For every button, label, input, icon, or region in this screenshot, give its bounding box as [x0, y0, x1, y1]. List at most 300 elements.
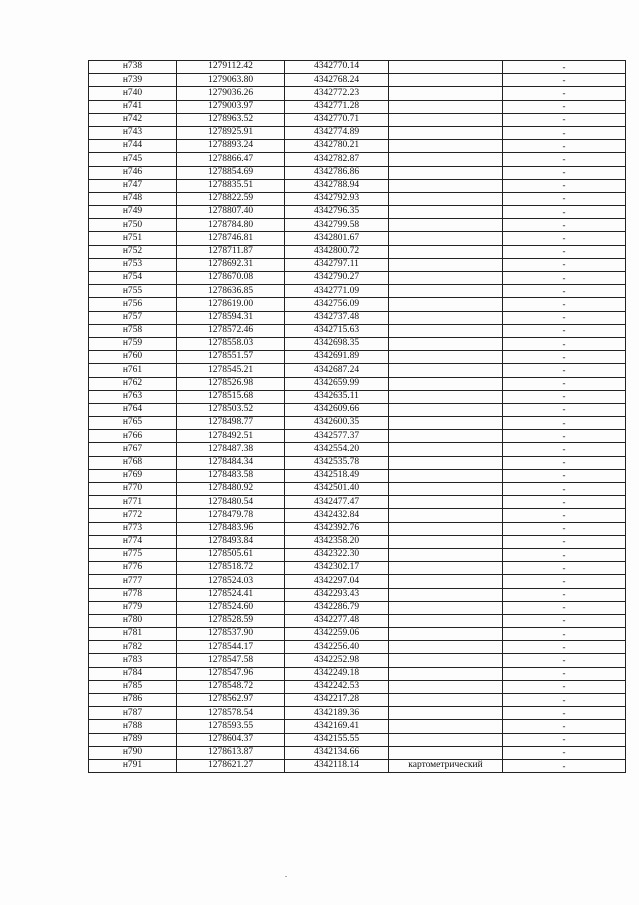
table-row — [89, 535, 626, 548]
method-cell — [389, 680, 503, 693]
note-cell: - — [503, 680, 626, 693]
y-coordinate-cell: 4342774.89 — [285, 126, 389, 139]
y-coordinate-cell: 4342768.24 — [285, 74, 389, 87]
note-cell: - — [503, 87, 626, 100]
note-cell: - — [503, 245, 626, 258]
point-name-cell: н766 — [89, 430, 177, 443]
x-coordinate-cell: 1278483.58 — [177, 469, 285, 482]
point-name-cell: н786 — [89, 694, 177, 707]
point-name-cell: н774 — [89, 535, 177, 548]
table-row — [89, 417, 626, 430]
point-name-cell: н784 — [89, 667, 177, 680]
scan-speck — [285, 876, 287, 877]
note-cell: - — [503, 614, 626, 627]
y-coordinate-cell: 4342687.24 — [285, 364, 389, 377]
method-cell — [389, 601, 503, 614]
method-cell — [389, 562, 503, 575]
y-coordinate-cell: 4342134.66 — [285, 746, 389, 759]
x-coordinate-cell: 1278528.59 — [177, 614, 285, 627]
method-cell — [389, 272, 503, 285]
y-coordinate-cell: 4342293.43 — [285, 588, 389, 601]
x-coordinate-cell: 1278613.87 — [177, 746, 285, 759]
note-cell: - — [503, 140, 626, 153]
point-name-cell: н778 — [89, 588, 177, 601]
method-cell — [389, 206, 503, 219]
table-row — [89, 496, 626, 509]
method-cell — [389, 140, 503, 153]
note-cell: - — [503, 654, 626, 667]
x-coordinate-cell: 1278925.91 — [177, 126, 285, 139]
note-cell: - — [503, 430, 626, 443]
y-coordinate-cell: 4342737.48 — [285, 311, 389, 324]
x-coordinate-cell: 1278578.54 — [177, 707, 285, 720]
method-cell — [389, 443, 503, 456]
table-row — [89, 733, 626, 746]
note-cell: - — [503, 74, 626, 87]
y-coordinate-cell: 4342259.06 — [285, 628, 389, 641]
point-name-cell: н743 — [89, 126, 177, 139]
method-cell — [389, 483, 503, 496]
method-cell — [389, 496, 503, 509]
x-coordinate-cell: 1278893.24 — [177, 140, 285, 153]
y-coordinate-cell: 4342715.63 — [285, 324, 389, 337]
x-coordinate-cell: 1278515.68 — [177, 390, 285, 403]
note-cell: - — [503, 390, 626, 403]
note-cell: - — [503, 61, 626, 74]
y-coordinate-cell: 4342242.53 — [285, 680, 389, 693]
point-name-cell: н785 — [89, 680, 177, 693]
point-name-cell: н757 — [89, 311, 177, 324]
point-name-cell: н750 — [89, 219, 177, 232]
note-cell: - — [503, 364, 626, 377]
point-name-cell: н790 — [89, 746, 177, 759]
y-coordinate-cell: 4342554.20 — [285, 443, 389, 456]
method-cell — [389, 733, 503, 746]
table-row — [89, 100, 626, 113]
point-name-cell: н748 — [89, 192, 177, 205]
x-coordinate-cell: 1278545.21 — [177, 364, 285, 377]
y-coordinate-cell: 4342786.86 — [285, 166, 389, 179]
table-row — [89, 720, 626, 733]
point-name-cell: н787 — [89, 707, 177, 720]
point-name-cell: н761 — [89, 364, 177, 377]
point-name-cell: н772 — [89, 509, 177, 522]
note-cell: - — [503, 496, 626, 509]
x-coordinate-cell: 1279063.80 — [177, 74, 285, 87]
point-name-cell: н771 — [89, 496, 177, 509]
x-coordinate-cell: 1278498.77 — [177, 417, 285, 430]
y-coordinate-cell: 4342780.21 — [285, 140, 389, 153]
table-row — [89, 456, 626, 469]
x-coordinate-cell: 1278594.31 — [177, 311, 285, 324]
note-cell: - — [503, 298, 626, 311]
y-coordinate-cell: 4342770.71 — [285, 113, 389, 126]
table-row — [89, 61, 626, 74]
method-cell — [389, 311, 503, 324]
method-cell — [389, 469, 503, 482]
note-cell: - — [503, 377, 626, 390]
y-coordinate-cell: 4342358.20 — [285, 535, 389, 548]
point-name-cell: н782 — [89, 641, 177, 654]
method-cell — [389, 509, 503, 522]
method-cell — [389, 548, 503, 561]
y-coordinate-cell: 4342477.47 — [285, 496, 389, 509]
y-coordinate-cell: 4342189.36 — [285, 707, 389, 720]
point-name-cell: н755 — [89, 285, 177, 298]
note-cell: - — [503, 456, 626, 469]
x-coordinate-cell: 1278822.59 — [177, 192, 285, 205]
note-cell: - — [503, 443, 626, 456]
x-coordinate-cell: 1278572.46 — [177, 324, 285, 337]
point-name-cell: н751 — [89, 232, 177, 245]
method-cell — [389, 417, 503, 430]
table-row — [89, 337, 626, 350]
note-cell: - — [503, 153, 626, 166]
note-cell: - — [503, 272, 626, 285]
y-coordinate-cell: 4342788.94 — [285, 179, 389, 192]
point-name-cell: н789 — [89, 733, 177, 746]
x-coordinate-cell: 1278505.61 — [177, 548, 285, 561]
method-cell — [389, 351, 503, 364]
table-row — [89, 285, 626, 298]
table-row — [89, 509, 626, 522]
note-cell: - — [503, 311, 626, 324]
x-coordinate-cell: 1278493.84 — [177, 535, 285, 548]
x-coordinate-cell: 1278524.60 — [177, 601, 285, 614]
point-name-cell: н773 — [89, 522, 177, 535]
table-row — [89, 694, 626, 707]
method-cell — [389, 192, 503, 205]
x-coordinate-cell: 1278692.31 — [177, 258, 285, 271]
y-coordinate-cell: 4342155.55 — [285, 733, 389, 746]
method-cell — [389, 298, 503, 311]
method-cell — [389, 694, 503, 707]
note-cell: - — [503, 535, 626, 548]
note-cell: - — [503, 206, 626, 219]
method-cell — [389, 456, 503, 469]
x-coordinate-cell: 1279112.42 — [177, 61, 285, 74]
y-coordinate-cell: 4342322.30 — [285, 548, 389, 561]
point-name-cell: н738 — [89, 61, 177, 74]
x-coordinate-cell: 1278621.27 — [177, 759, 285, 772]
note-cell: - — [503, 746, 626, 759]
y-coordinate-cell: 4342756.09 — [285, 298, 389, 311]
method-cell — [389, 258, 503, 271]
note-cell: - — [503, 179, 626, 192]
y-coordinate-cell: 4342691.89 — [285, 351, 389, 364]
y-coordinate-cell: 4342799.58 — [285, 219, 389, 232]
coordinates-table-body — [89, 61, 626, 773]
note-cell: - — [503, 601, 626, 614]
table-row — [89, 667, 626, 680]
y-coordinate-cell: 4342169.41 — [285, 720, 389, 733]
x-coordinate-cell: 1278866.47 — [177, 153, 285, 166]
point-name-cell: н762 — [89, 377, 177, 390]
point-name-cell: н779 — [89, 601, 177, 614]
x-coordinate-cell: 1278604.37 — [177, 733, 285, 746]
table-row — [89, 351, 626, 364]
table-row — [89, 166, 626, 179]
point-name-cell: н760 — [89, 351, 177, 364]
y-coordinate-cell: 4342635.11 — [285, 390, 389, 403]
point-name-cell: н769 — [89, 469, 177, 482]
method-cell — [389, 614, 503, 627]
note-cell: - — [503, 641, 626, 654]
x-coordinate-cell: 1278670.08 — [177, 272, 285, 285]
method-cell — [389, 707, 503, 720]
note-cell: - — [503, 113, 626, 126]
y-coordinate-cell: 4342801.67 — [285, 232, 389, 245]
note-cell: - — [503, 324, 626, 337]
x-coordinate-cell: 1278551.57 — [177, 351, 285, 364]
point-name-cell: н752 — [89, 245, 177, 258]
method-cell — [389, 337, 503, 350]
point-name-cell: н791 — [89, 759, 177, 772]
y-coordinate-cell: 4342249.18 — [285, 667, 389, 680]
point-name-cell: н767 — [89, 443, 177, 456]
x-coordinate-cell: 1278547.58 — [177, 654, 285, 667]
point-name-cell: н780 — [89, 614, 177, 627]
point-name-cell: н764 — [89, 403, 177, 416]
y-coordinate-cell: 4342792.93 — [285, 192, 389, 205]
method-cell — [389, 364, 503, 377]
table-row — [89, 430, 626, 443]
note-cell: - — [503, 628, 626, 641]
y-coordinate-cell: 4342771.09 — [285, 285, 389, 298]
table-row — [89, 126, 626, 139]
method-cell — [389, 232, 503, 245]
point-name-cell: н781 — [89, 628, 177, 641]
point-name-cell: н776 — [89, 562, 177, 575]
point-name-cell: н763 — [89, 390, 177, 403]
note-cell: - — [503, 720, 626, 733]
table-row — [89, 153, 626, 166]
point-name-cell: н753 — [89, 258, 177, 271]
method-cell — [389, 179, 503, 192]
method-cell — [389, 403, 503, 416]
table-row — [89, 364, 626, 377]
note-cell: - — [503, 588, 626, 601]
method-cell — [389, 74, 503, 87]
method-cell — [389, 113, 503, 126]
point-name-cell: н744 — [89, 140, 177, 153]
note-cell: - — [503, 126, 626, 139]
table-row — [89, 680, 626, 693]
table-row — [89, 272, 626, 285]
table-row — [89, 562, 626, 575]
method-cell — [389, 285, 503, 298]
method-cell — [389, 654, 503, 667]
note-cell: - — [503, 469, 626, 482]
x-coordinate-cell: 1278480.92 — [177, 483, 285, 496]
note-cell: - — [503, 562, 626, 575]
method-cell — [389, 390, 503, 403]
method-cell — [389, 61, 503, 74]
table-row — [89, 219, 626, 232]
x-coordinate-cell: 1278484.34 — [177, 456, 285, 469]
y-coordinate-cell: 4342790.27 — [285, 272, 389, 285]
y-coordinate-cell: 4342118.14 — [285, 759, 389, 772]
x-coordinate-cell: 1278963.52 — [177, 113, 285, 126]
table-row — [89, 759, 626, 772]
note-cell: - — [503, 667, 626, 680]
point-name-cell: н749 — [89, 206, 177, 219]
table-row — [89, 707, 626, 720]
y-coordinate-cell: 4342772.23 — [285, 87, 389, 100]
table-row — [89, 232, 626, 245]
table-row — [89, 377, 626, 390]
table-row — [89, 245, 626, 258]
note-cell: - — [503, 219, 626, 232]
x-coordinate-cell: 1279036.26 — [177, 87, 285, 100]
table-row — [89, 548, 626, 561]
point-name-cell: н758 — [89, 324, 177, 337]
y-coordinate-cell: 4342302.17 — [285, 562, 389, 575]
note-cell: - — [503, 232, 626, 245]
note-cell: - — [503, 759, 626, 772]
y-coordinate-cell: 4342277.48 — [285, 614, 389, 627]
table-row — [89, 654, 626, 667]
table-row — [89, 403, 626, 416]
table-row — [89, 588, 626, 601]
x-coordinate-cell: 1278526.98 — [177, 377, 285, 390]
x-coordinate-cell: 1278854.69 — [177, 166, 285, 179]
note-cell: - — [503, 522, 626, 535]
table-row — [89, 258, 626, 271]
x-coordinate-cell: 1278524.41 — [177, 588, 285, 601]
method-cell — [389, 628, 503, 641]
method-cell — [389, 588, 503, 601]
method-cell — [389, 87, 503, 100]
y-coordinate-cell: 4342771.28 — [285, 100, 389, 113]
x-coordinate-cell: 1279003.97 — [177, 100, 285, 113]
y-coordinate-cell: 4342698.35 — [285, 337, 389, 350]
y-coordinate-cell: 4342770.14 — [285, 61, 389, 74]
point-name-cell: н777 — [89, 575, 177, 588]
y-coordinate-cell: 4342800.72 — [285, 245, 389, 258]
y-coordinate-cell: 4342217.28 — [285, 694, 389, 707]
point-name-cell: н746 — [89, 166, 177, 179]
note-cell: - — [503, 100, 626, 113]
y-coordinate-cell: 4342600.35 — [285, 417, 389, 430]
x-coordinate-cell: 1278558.03 — [177, 337, 285, 350]
point-name-cell: н756 — [89, 298, 177, 311]
table-row — [89, 140, 626, 153]
note-cell: - — [503, 337, 626, 350]
x-coordinate-cell: 1278835.51 — [177, 179, 285, 192]
method-cell — [389, 667, 503, 680]
point-name-cell: н765 — [89, 417, 177, 430]
table-row — [89, 641, 626, 654]
y-coordinate-cell: 4342252.98 — [285, 654, 389, 667]
point-name-cell: н739 — [89, 74, 177, 87]
x-coordinate-cell: 1278479.78 — [177, 509, 285, 522]
y-coordinate-cell: 4342256.40 — [285, 641, 389, 654]
y-coordinate-cell: 4342797.11 — [285, 258, 389, 271]
table-row — [89, 87, 626, 100]
method-cell: картометрический — [389, 759, 503, 772]
method-cell — [389, 166, 503, 179]
table-row — [89, 522, 626, 535]
method-cell — [389, 575, 503, 588]
table-row — [89, 575, 626, 588]
point-name-cell: н775 — [89, 548, 177, 561]
table-row — [89, 192, 626, 205]
x-coordinate-cell: 1278547.96 — [177, 667, 285, 680]
y-coordinate-cell: 4342609.66 — [285, 403, 389, 416]
x-coordinate-cell: 1278807.40 — [177, 206, 285, 219]
note-cell: - — [503, 548, 626, 561]
y-coordinate-cell: 4342432.84 — [285, 509, 389, 522]
method-cell — [389, 720, 503, 733]
y-coordinate-cell: 4342577.37 — [285, 430, 389, 443]
x-coordinate-cell: 1278483.96 — [177, 522, 285, 535]
table-row — [89, 469, 626, 482]
x-coordinate-cell: 1278503.52 — [177, 403, 285, 416]
method-cell — [389, 126, 503, 139]
method-cell — [389, 522, 503, 535]
point-name-cell: н745 — [89, 153, 177, 166]
table-row — [89, 179, 626, 192]
table-row — [89, 324, 626, 337]
table-row — [89, 311, 626, 324]
table-row — [89, 206, 626, 219]
y-coordinate-cell: 4342659.99 — [285, 377, 389, 390]
method-cell — [389, 641, 503, 654]
x-coordinate-cell: 1278784.80 — [177, 219, 285, 232]
note-cell: - — [503, 166, 626, 179]
note-cell: - — [503, 403, 626, 416]
point-name-cell: н783 — [89, 654, 177, 667]
method-cell — [389, 153, 503, 166]
y-coordinate-cell: 4342286.79 — [285, 601, 389, 614]
point-name-cell: н740 — [89, 87, 177, 100]
table-row — [89, 614, 626, 627]
x-coordinate-cell: 1278548.72 — [177, 680, 285, 693]
method-cell — [389, 377, 503, 390]
x-coordinate-cell: 1278619.00 — [177, 298, 285, 311]
table-row — [89, 601, 626, 614]
x-coordinate-cell: 1278537.90 — [177, 628, 285, 641]
x-coordinate-cell: 1278524.03 — [177, 575, 285, 588]
x-coordinate-cell: 1278492.51 — [177, 430, 285, 443]
note-cell: - — [503, 694, 626, 707]
point-name-cell: н754 — [89, 272, 177, 285]
table-row — [89, 483, 626, 496]
x-coordinate-cell: 1278746.81 — [177, 232, 285, 245]
y-coordinate-cell: 4342518.49 — [285, 469, 389, 482]
table-row — [89, 113, 626, 126]
method-cell — [389, 100, 503, 113]
y-coordinate-cell: 4342501.40 — [285, 483, 389, 496]
note-cell: - — [503, 733, 626, 746]
point-name-cell: н747 — [89, 179, 177, 192]
x-coordinate-cell: 1278593.55 — [177, 720, 285, 733]
x-coordinate-cell: 1278544.17 — [177, 641, 285, 654]
note-cell: - — [503, 192, 626, 205]
note-cell: - — [503, 417, 626, 430]
method-cell — [389, 219, 503, 232]
note-cell: - — [503, 483, 626, 496]
table-row — [89, 746, 626, 759]
note-cell: - — [503, 351, 626, 364]
x-coordinate-cell: 1278711.87 — [177, 245, 285, 258]
x-coordinate-cell: 1278636.85 — [177, 285, 285, 298]
x-coordinate-cell: 1278487.38 — [177, 443, 285, 456]
x-coordinate-cell: 1278518.72 — [177, 562, 285, 575]
table-row — [89, 390, 626, 403]
table-row — [89, 443, 626, 456]
